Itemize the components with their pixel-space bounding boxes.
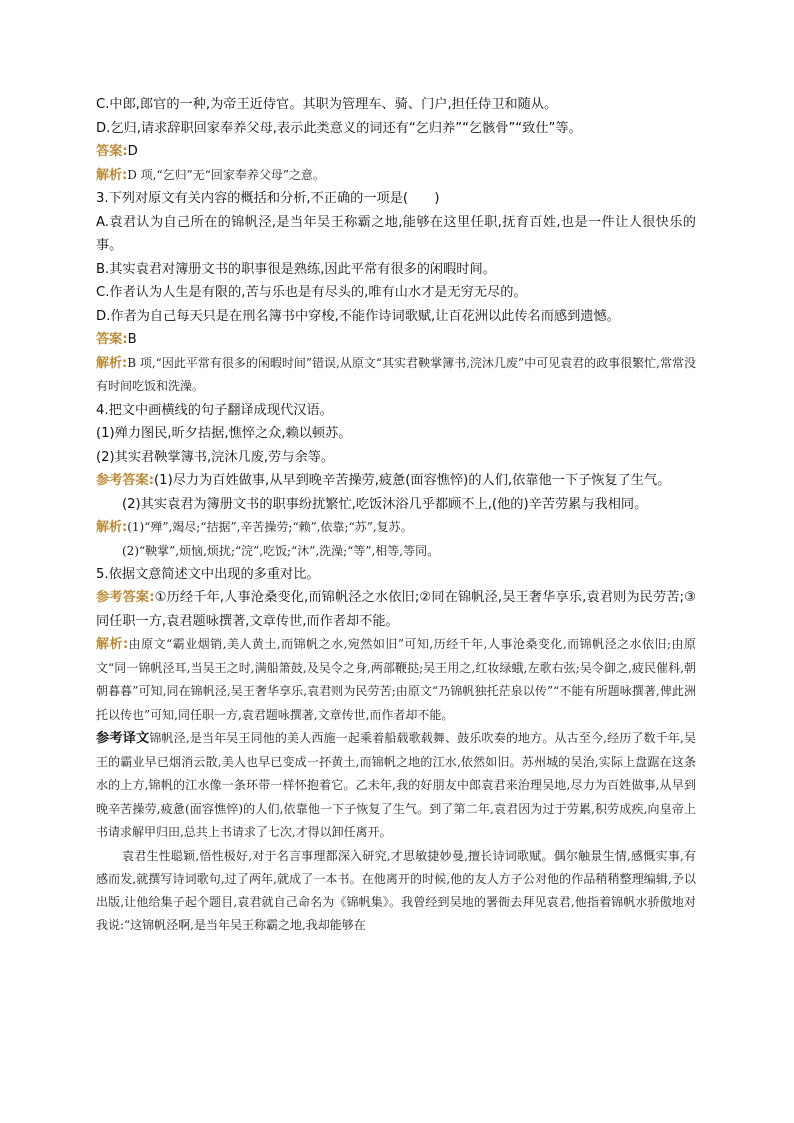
translation-label: 参考译文 (96, 731, 150, 746)
analysis-label: 解析: (96, 637, 129, 652)
reference-label: 参考答案: (96, 590, 155, 605)
answer-label: 答案: (96, 144, 128, 159)
q2-option-c: C.中郎,郎官的一种,为帝王近侍官。其职为管理车、骑、门户,担任侍卫和随从。 (96, 97, 558, 112)
q4-reference-2: (2)其实袁君为簿册文书的职事纷扰繁忙,吃饭沐浴几乎都顾不上,(他的)辛苦劳累与我相同。 (122, 496, 648, 512)
translation-paragraph-1 (96, 727, 696, 845)
q4-stem: 4.把文中画横线的句子翻译成现代汉语。 (96, 402, 333, 418)
analysis-text: 由原文“霸业烟销,美人黄土,而锦帆之水,宛然如旧”可知,历经千年,人事沧桑变化,而锦帆泾之水依旧;由原文“同一锦帆泾耳,当吴王之时,满船箫鼓,及吴令之身,两部鞭挞;吴王用之,红妆绿蛾,左歌右弦;吴令御之,疲民催科,朝朝暮暮”可知,同在锦帆泾,吴王奢华享乐,袁君则为民劳苦;由原文“乃锦帆独托茫泉以传”“不能有所题咏撰著,俾此洲托以传也”可知,同任职一方,袁君题咏撰著,文章传世,而作者却不能。 (96, 637, 697, 722)
analysis-text: D 项,“乞归”无“回家奉养父母”之意。 (127, 167, 325, 182)
q3-option-c: C.作者认为人生是有限的,苦与乐也是有尽头的,唯有山水才是无穷无尽的。 (96, 285, 527, 300)
q3-answer (96, 328, 696, 352)
q4-reference-1 (96, 469, 696, 493)
analysis-label: 解析: (96, 355, 128, 371)
q5-analysis (96, 633, 696, 727)
q4-analysis-2: (2)“鞅掌”,烦恼,烦扰;“浣”,吃饭;“沐”,洗澡;“等”,相等,等同。 (122, 543, 440, 558)
analysis-label: 解析: (96, 520, 128, 535)
q3-analysis (96, 352, 696, 399)
q3-option-b: B.其实袁君对簿册文书的职事很是熟练,因此平常有很多的闲暇时间。 (96, 261, 496, 277)
q2-option-d: D.乞归,请求辞职回家奉养父母,表示此类意义的词还有“乞归养”“乞骸骨”“致仕”等。 (96, 120, 582, 136)
reference-text-1: (1)尽力为百姓做事,从早到晚辛苦操劳,疲惫(面容憔悴)的人们,依靠他一下子恢复了生气。 (154, 473, 671, 488)
q3-stem: 3.下列对原文有关内容的概括和分析,不正确的一项是( ) (96, 191, 440, 206)
answer-label: 答案: (96, 332, 128, 347)
reference-label: 参考答案: (96, 473, 155, 488)
q2-analysis (96, 164, 696, 188)
q4-sentence-2: (2)其实君鞅掌簿书,浣沐几废,劳与余等。 (96, 449, 335, 465)
analysis-text-1: (1)“殚”,竭尽;“拮据”,辛苦操劳;“赖”,依靠;“苏”,复苏。 (127, 520, 413, 534)
answer-value: D (127, 144, 138, 159)
q5-reference (96, 586, 696, 633)
reference-text: ①历经千年,人事沧桑变化,而锦帆泾之水依旧;②同在锦帆泾,吴王奢华享乐,袁君则为民劳苦;③同任职一方,袁君题咏撰著,文章传世,而作者却不能。 (96, 590, 696, 629)
q3-option-a: A.袁君认为自己所在的锦帆泾,是当年吴王称霸之地,能够在这里任职,抚育百姓,也是一件让人很快乐的事。 (96, 214, 696, 253)
q4-analysis-1 (96, 516, 696, 540)
q2-answer (96, 140, 696, 164)
analysis-label: 解析: (96, 167, 128, 183)
q4-sentence-1: (1)殚力图民,昕夕拮据,憔悴之众,赖以顿苏。 (96, 426, 352, 441)
q3-option-d: D.作者为自己每天只是在刑名簿书中穿梭,不能作诗词歌赋,让百花洲以此传名而感到遗憾。 (96, 308, 620, 324)
q5-stem: 5.依据文意简述文中出现的多重对比。 (96, 566, 320, 582)
answer-value: B (127, 332, 137, 347)
document-page (96, 93, 696, 937)
analysis-text: B 项,“因此平常有很多的闲暇时间”错误,从原文“其实君鞅掌簿书,浣沐几废”中可见袁君的政事很繁忙,常常没有时间吃饭和洗澡。 (96, 355, 696, 393)
translation-paragraph-2: 袁君生性聪颖,悟性极好,对于名言事理都深入研究,才思敏捷妙曼,擅长诗词歌赋。偶尔触景生情,感慨实事,有感而发,就撰写诗词歌句,过了两年,就成了一本书。在他离开的时候,他的友人方子公对他的作品稍稍整理编辑,予以出版,让他给集子起个题目,袁君就自己命名为《锦帆集》。我曾经到吴地的署衙去拜见袁君,他指着锦帆水骄傲地对我说:“这锦帆泾啊,是当年吴王称霸之地,我却能够在 (96, 848, 696, 932)
translation-text-1: 锦帆泾,是当年吴王同他的美人西施一起乘着船载歌载舞、鼓乐吹奏的地方。从古至今,经历了数千年,吴王的霸业早已烟消云散,美人也早已变成一抔黄土,而锦帆之地的江水,依然如旧。苏州城的吴治,实际上盘踞在这条水的上方,锦帆的江水像一条环带一样怀抱着它。乙未年,我的好朋友中郎袁君来治理吴地,尽力为百姓做事,从早到晚辛苦操劳,疲惫(面容憔悴)的人们,依靠他一下子恢复了生气。到了第二年,袁君因为过于劳累,积劳成疾,向皇帝上书请求解甲归田,总共上书请求了七次,才得以卸任离开。 (96, 731, 696, 839)
